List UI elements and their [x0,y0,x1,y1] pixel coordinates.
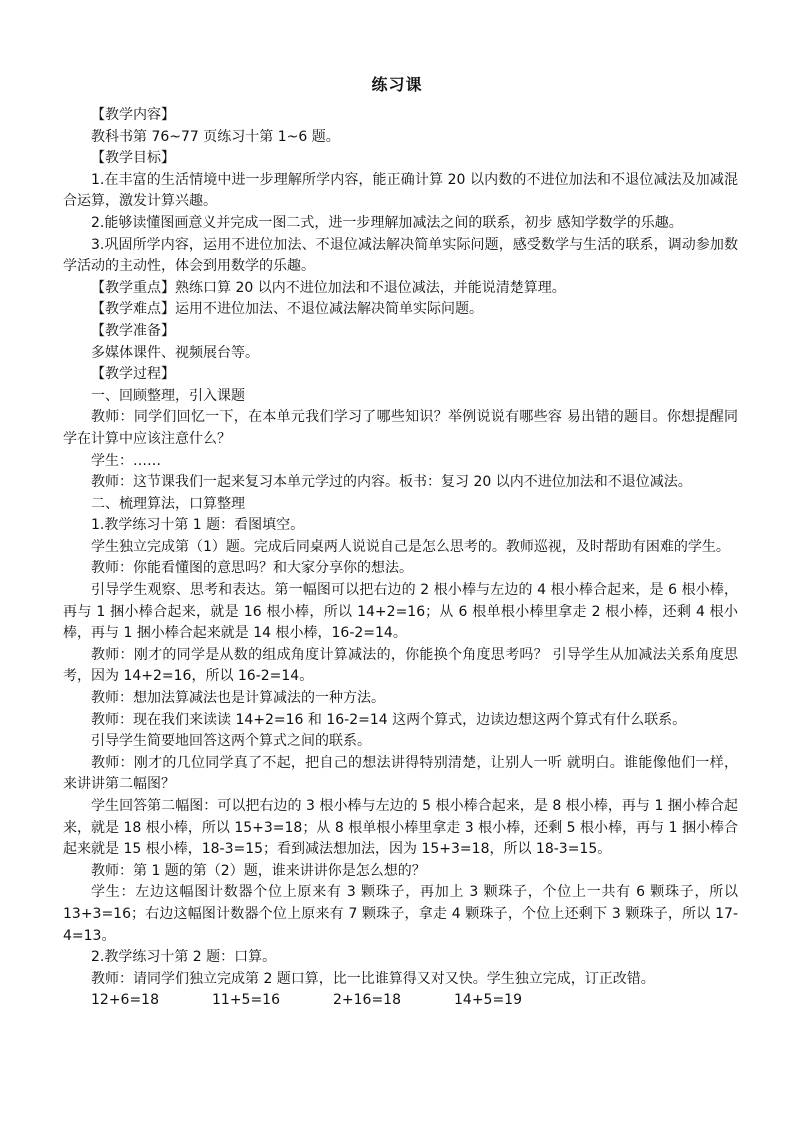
paragraph: 2.能够读懂图画意义并完成一图二式，进一步理解加减法之间的联系，初步 感知学数学的乐趣。 [91,214,683,231]
section-heading-preparation: 【教学准备】 [91,322,175,339]
calculation-row [63,990,738,1012]
section-heading-goals: 【教学目标】 [91,150,175,167]
subheading: 一、回顾整理，引入课题 [91,387,245,404]
paragraph: 1.在丰富的生活情境中进一步理解所学内容，能正确计算 20 以内数的不进位加法和不退位减法及加减混合运算，激发计算兴趣。 [63,171,738,210]
section-heading-key-point: 【教学重点】熟练口算 20 以内不进位加法和不退位减法，并能说清楚算理。 [91,279,566,296]
document-title: 练习课 [371,75,423,94]
paragraph: 教师：你能看懂图的意思吗？和大家分享你的想法。 [91,560,413,577]
calculation: 11+5=16 [212,992,280,1009]
paragraph: 教师：第 1 题的第（2）题，谁来讲讲你是怎么想的？ [91,862,426,879]
calculation: 12+6=18 [91,992,159,1009]
section-heading-difficulty: 【教学难点】运用不进位加法、不退位减法解决简单实际问题。 [91,301,483,318]
paragraph: 学生：左边这幅图计数器个位上原来有 3 颗珠子，再加上 3 颗珠子，个位上一共有 6 颗珠子，所以 13+3=16；右边这幅图计数器个位上原来有 7 颗珠子，拿走 4 颗珠子，个位上还剩下 3 颗珠子，所以 17-4=13。 [63,884,738,944]
paragraph: 引导学生观察、思考和表达。第一幅图可以把右边的 2 根小棒与左边的 4 根小棒合起来，是 6 根小棒，再与 1 捆小棒合起来，就是 16 根小棒，所以 14+2=16；从 6 根单根小棒里拿走 2 根小棒，还剩 4 根小棒，再与 1 捆小棒合起来就是 14 根小棒，16-2=14。 [63,582,738,642]
paragraph: 教师：刚才的同学是从数的组成角度计算减法的，你能换个角度思考吗？ 引导学生从加减法关系角度思考，因为 14+2=16，所以 16-2=14。 [63,646,738,685]
document-body [63,105,738,1012]
paragraph: 教科书第 76~77 页练习十第 1~6 题。 [91,128,340,145]
paragraph: 1.教学练习十第 1 题：看图填空。 [91,517,305,534]
paragraph: 学生独立完成第（1）题。完成后同桌两人说说自己是怎么思考的。教师巡视，及时帮助有困难的学生。 [91,538,730,555]
paragraph: 教师：想加法算减法也是计算减法的一种方法。 [91,690,385,707]
paragraph: 教师：同学们回忆一下，在本单元我们学习了哪些知识？举例说说有哪些容 易出错的题目。你想提醒同学在计算中应该注意什么？ [63,409,738,447]
paragraph: 教师：现在我们来读读 14+2=16 和 16-2=14 这两个算式，边读边想这两个算式有什么联系。 [91,711,687,728]
paragraph: 学生：…… [91,452,161,469]
section-heading-process: 【教学过程】 [91,366,175,383]
paragraph: 引导学生简要地回答这两个算式之间的联系。 [91,733,371,750]
paragraph: 教师：这节课我们一起来复习本单元学过的内容。板书：复习 20 以内不进位加法和不退位减法。 [91,474,692,491]
section-heading-content: 【教学内容】 [91,107,175,123]
calculation: 14+5=19 [454,992,522,1009]
paragraph: 3.巩固所学内容，运用不进位加法、不退位减法解决简单实际问题，感受数学与生活的联系，调动参加数学活动的主动性，体会到用数学的乐趣。 [63,236,738,275]
paragraph: 学生回答第二幅图：可以把右边的 3 根小棒与左边的 5 根小棒合起来，是 8 根小棒，再与 1 捆小棒合起来，就是 18 根小棒，所以 15+3=18；从 8 根单根小棒里拿走 3 根小棒，还剩 5 根小棒，再与 1 捆小棒合起来就是 15 根小棒，18-3=15；看到减法想加法，因为 15+3=18，所以 18-3=15。 [63,798,738,858]
paragraph: 多媒体课件、视频展台等。 [91,344,259,361]
calculation: 2+16=18 [333,992,401,1009]
subheading: 二、梳理算法，口算整理 [91,495,245,512]
paragraph: 2.教学练习十第 2 题：口算。 [91,949,277,966]
paragraph: 教师：请同学们独立完成第 2 题口算，比一比谁算得又对又快。学生独立完成，订正改错。 [91,970,655,987]
paragraph: 教师：刚才的几位同学真了不起，把自己的想法讲得特别清楚，让别人一听 就明白。谁能像他们一样，来讲讲第二幅图？ [63,754,738,793]
